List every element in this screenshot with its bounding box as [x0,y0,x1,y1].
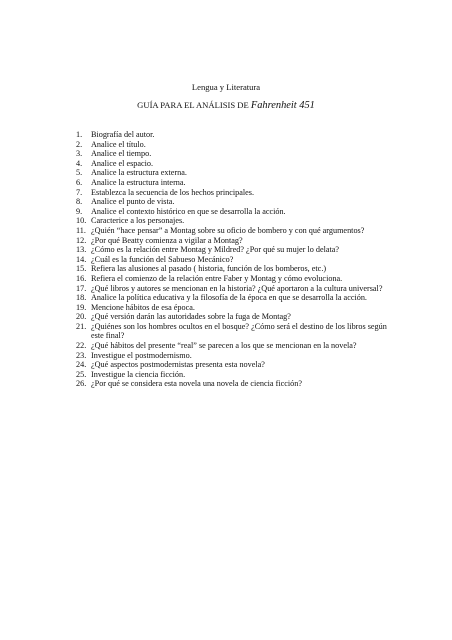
question-number: 10. [76,216,87,226]
question-number: 11. [76,225,86,235]
question-item [76,178,396,188]
subject-heading: Lengua y Literatura [191,82,261,92]
question-text: ¿Por qué Beatty comienza a vigilar a Montag? [91,235,243,245]
book-title: Fahrenheit 451 [250,100,315,111]
question-item [76,236,396,246]
question-text: ¿Quién “hace pensar” a Montag sobre su oficio de bombero y con qué argumentos? [91,225,365,235]
question-text: Refiera el comienzo de la relación entre Faber y Montag y cómo evoluciona. [91,273,343,283]
question-item [76,303,396,313]
question-number: 24. [76,360,87,370]
question-number: 18. [76,293,87,303]
question-item [76,168,396,178]
question-text: Caracterice a los personajes. [91,216,185,226]
question-number: 15. [76,264,87,274]
question-text: Analice el título. [91,139,146,149]
question-text: Analice el punto de vista. [91,197,175,207]
question-text: Analice el espacio. [91,158,154,168]
question-number: 17. [76,283,87,293]
question-number: 12. [76,235,87,245]
guide-title-prefix: GUÍA PARA EL ANÁLISIS DE [137,100,251,110]
question-item [76,341,396,351]
question-item [76,159,396,169]
guide-title [0,99,452,112]
question-text: ¿Qué aspectos postmodernistas presenta esta novela? [91,360,265,370]
question-text: Investigue el postmodernismo. [91,350,192,360]
question-number: 26. [76,379,87,389]
question-number: 1. [76,130,83,139]
question-item [76,197,396,207]
question-text: Analice la estructura interna. [91,177,186,187]
question-number: 14. [76,254,87,264]
question-text: ¿Cómo es la relación entre Montag y Mildred? ¿Por qué su mujer lo delata? [91,245,340,255]
question-text: Biografía del autor. [91,130,155,139]
question-number: 23. [76,350,87,360]
question-number: 8. [76,197,83,207]
question-number: 9. [76,206,83,216]
question-text: Investigue la ciencia ficción. [91,369,186,379]
question-item [76,312,396,322]
question-text: Establezca la secuencia de los hechos principales. [91,187,254,197]
question-item [76,293,396,303]
question-text: ¿Por qué se considera esta novela una novela de ciencia ficción? [91,379,302,389]
question-text: Analice la estructura externa. [91,168,187,178]
question-item [76,130,396,140]
question-item [76,140,396,150]
question-item [76,274,396,284]
question-number: 25. [76,369,87,379]
question-text: Analice el tiempo. [91,149,152,159]
question-text: ¿Quiénes son los hombres ocultos en el bosque? ¿Cómo será el destino de los libros según este final? [91,321,387,341]
question-text: ¿Qué hábitos del presente “real” se parecen a los que se mencionan en la novela? [91,341,357,351]
question-item [76,188,396,198]
question-item [76,379,396,389]
question-list [76,130,396,389]
question-text: Refiera las alusiones al pasado ( historia, función de los bomberos, etc.) [91,264,327,274]
question-item [76,322,396,341]
question-item [76,351,396,361]
question-number: 13. [76,245,87,255]
question-text: ¿Cuál es la función del Sabueso Mecánico? [91,254,234,264]
question-number: 4. [76,158,83,168]
question-item [76,216,396,226]
question-item [76,207,396,217]
question-item [76,226,396,236]
question-number: 16. [76,273,87,283]
question-text: Mencione hábitos de esa época. [91,302,195,312]
question-number: 6. [76,177,83,187]
question-item [76,370,396,380]
question-item [76,149,396,159]
question-number: 19. [76,302,87,312]
question-number: 22. [76,341,87,351]
question-text: Analice el contexto histórico en que se desarrolla la acción. [91,206,286,216]
question-item [76,360,396,370]
question-number: 2. [76,139,83,149]
question-number: 7. [76,187,83,197]
question-item [76,245,396,255]
question-number: 20. [76,312,87,322]
question-item [76,284,396,294]
question-item [76,255,396,265]
question-number: 5. [76,168,83,178]
question-item [76,264,396,274]
question-number: 3. [76,149,83,159]
question-text: Analice la política educativa y la filosofía de la época en que se desarrolla la acción. [91,293,367,303]
question-text: ¿Qué libros y autores se mencionan en la historia? ¿Qué aportaron a la cultura universal? [91,283,383,293]
question-text: ¿Qué versión darán las autoridades sobre la fuga de Montag? [91,312,291,322]
question-number: 21. [76,321,87,331]
